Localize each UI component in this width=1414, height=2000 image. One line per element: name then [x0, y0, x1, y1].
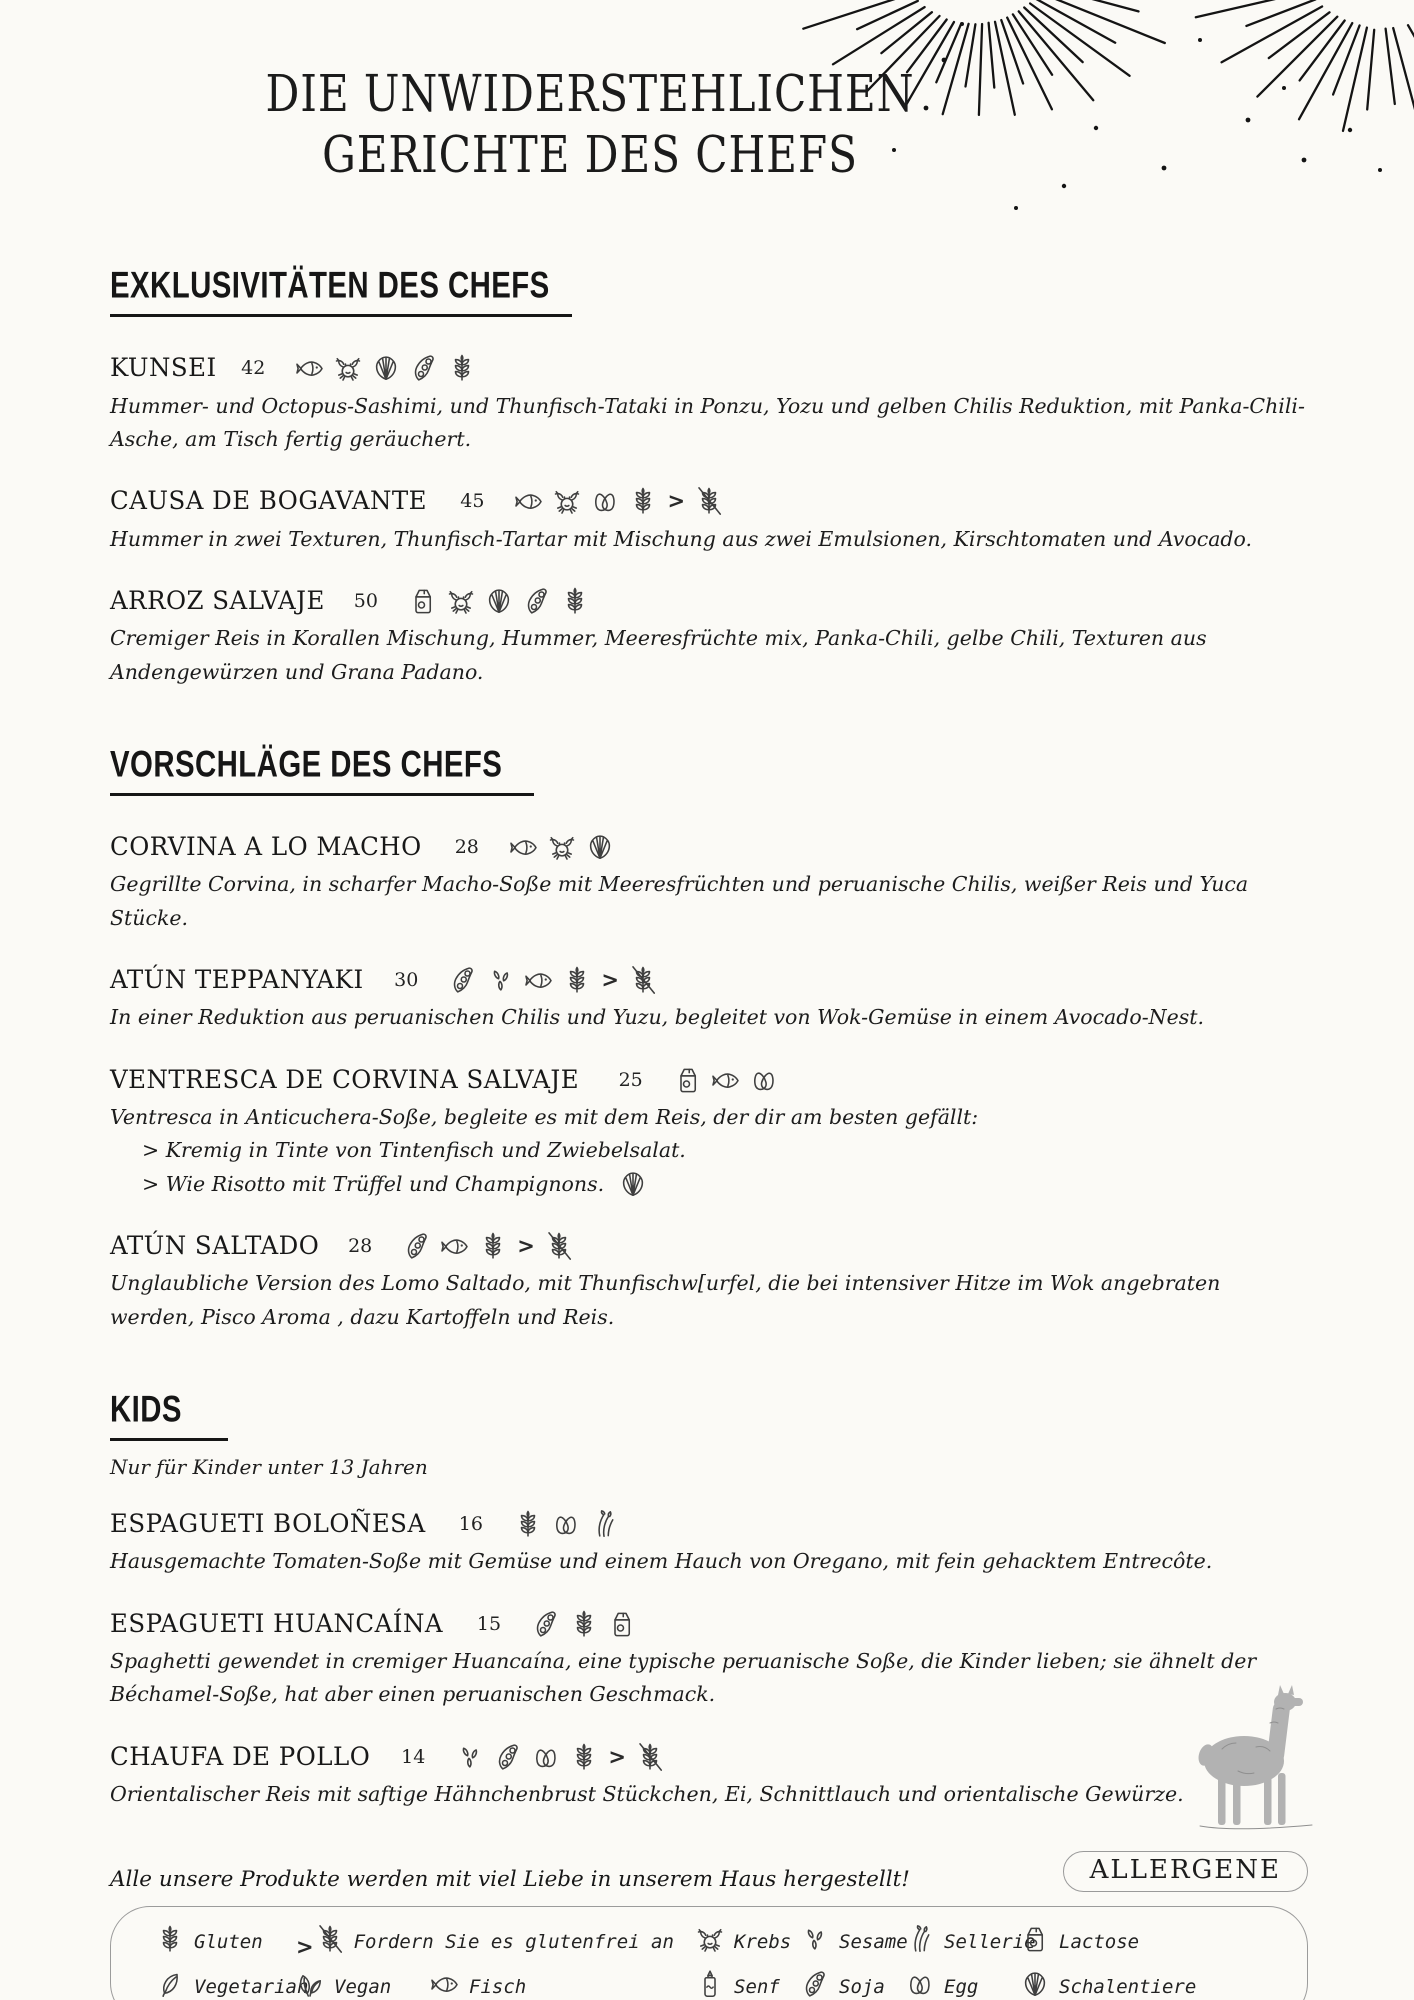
- gluten-free-request-arrow: >: [601, 968, 619, 993]
- dish-name: ARROZ SALVAJE: [110, 585, 325, 616]
- fish-icon: [295, 353, 325, 383]
- dish-allergen-icons: [514, 486, 724, 516]
- dish-price: 25: [618, 1068, 643, 1091]
- gluten-icon: [478, 1231, 508, 1261]
- dish-allergen-icons: [509, 832, 615, 862]
- shell-icon: [585, 832, 615, 862]
- section-heading: VORSCHLÄGE DES CHEFS: [110, 743, 503, 785]
- gluten-icon: [560, 586, 590, 616]
- dish-name: CAUSA DE BOGAVANTE: [110, 486, 428, 516]
- dish-description: Gegrillte Corvina, in scharfer Macho-Soße mit Meeresfrüchten und peruanische Chilis, weißer Reis und Yuca Stücke.: [110, 872, 1249, 930]
- gluten-free-request-arrow: >: [517, 1234, 535, 1259]
- gluten-free-icon: [544, 1231, 574, 1261]
- dish-description: Orientalischer Reis mit saftige Hähnchenbrust Stückchen, Ei, Schnittlauch und orientalische Gewürze.: [110, 1782, 1184, 1807]
- dish-description: Ventresca in Anticuchera-Soße, begleite es mit dem Reis, der dir am besten gefällt:: [110, 1105, 979, 1130]
- dish-name: ATÚN SALTADO: [110, 1230, 320, 1261]
- dish-price: 42: [241, 357, 266, 380]
- legend-label: Gluten: [194, 1930, 263, 1953]
- dish-name: ESPAGUETI HUANCAÍNA: [110, 1608, 444, 1639]
- legend-label: Lactose: [1059, 1930, 1140, 1953]
- dish-option: [142, 1168, 1308, 1201]
- gluten-free-request-arrow: >: [296, 1935, 314, 1960]
- crab-icon: [547, 832, 577, 862]
- dish-option: [142, 1134, 1308, 1167]
- dish-allergen-icons: [531, 1609, 637, 1639]
- section-underline: [110, 1438, 228, 1441]
- egg-icon: [905, 1969, 935, 1999]
- dish-allergen-icons: [402, 1231, 574, 1261]
- dish-price: 16: [458, 1513, 483, 1536]
- dish-allergen-icons: [295, 353, 477, 383]
- shell-icon: [484, 586, 514, 616]
- section-exklusivitaeten: [110, 266, 1308, 689]
- lactose-icon: [673, 1065, 703, 1095]
- dish-description: Hummer in zwei Texturen, Thunfisch-Tartar mit Mischung aus zwei Emulsionen, Kirschtomaten und Avocado.: [110, 526, 1253, 551]
- legend-item-vegan: [295, 1969, 430, 2000]
- fish-icon: [509, 832, 539, 862]
- fish-icon: [440, 1231, 470, 1261]
- soy-icon: [522, 586, 552, 616]
- vegan-icon: [295, 1969, 325, 1999]
- crab-icon: [695, 1924, 725, 1954]
- house-made-note: Alle unsere Produkte werden mit viel Liebe in unserem Haus hergestellt!: [110, 1867, 910, 1893]
- gluten-free-request-arrow: >: [667, 489, 686, 514]
- dish-description: Hummer- und Octopus-Sashimi, und Thunfisch-Tataki in Ponzu, Yozu und gelben Chilis Reduktion, mit Panka-Chili-Asche, am Tisch fertig geräuchert.: [110, 393, 1305, 451]
- legend-item-vegetarian: [155, 1969, 309, 2000]
- dish-causa-de-bogavante: [110, 486, 1308, 556]
- sesame-icon: [800, 1924, 830, 1954]
- legend-item-gluten: [155, 1924, 295, 1959]
- lactose-icon: [607, 1609, 637, 1639]
- dish-chaufa-de-pollo: [110, 1742, 1308, 1812]
- crab-icon: [552, 486, 582, 516]
- gluten-icon: [569, 1742, 599, 1772]
- gluten-free-icon: [635, 1742, 665, 1772]
- gluten-icon: [628, 486, 658, 516]
- legend-item-sellerie: [905, 1924, 1036, 1959]
- dish-price: 28: [454, 836, 479, 859]
- dish-price: 14: [401, 1745, 426, 1768]
- dish-price: 30: [394, 969, 419, 992]
- shell-icon: [1020, 1969, 1050, 1999]
- llama-illustration: [1182, 1682, 1322, 1834]
- section-underline: [110, 314, 572, 317]
- dish-allergen-icons: [455, 1742, 665, 1772]
- legend-item-lactose: [1020, 1924, 1283, 1959]
- dish-description: Spaghetti gewendet in cremiger Huancaína, eine typische peruanische Soße, die Kinder lieben; sie ähnelt der Béchamel-Soße, hat aber einen peruanischen Geschmack.: [110, 1649, 1257, 1707]
- dish-allergen-icons: [448, 965, 658, 995]
- egg-icon: [590, 486, 620, 516]
- dish-price: 28: [348, 1235, 373, 1258]
- dish-description: Hausgemachte Tomaten-Soße mit Gemüse und einem Hauch von Oregano, mit fein gehacktem Entrecôte.: [110, 1549, 1213, 1574]
- gluten-free-request-arrow: >: [608, 1744, 626, 1769]
- dish-option-icons: [618, 1169, 648, 1199]
- sesame-icon: [455, 1742, 485, 1772]
- legend-label: Vegetarian: [194, 1975, 309, 1998]
- legend-label: Sellerie: [944, 1930, 1036, 1953]
- legend-label: Sesame: [839, 1930, 908, 1953]
- section-heading: EXKLUSIVITÄTEN DES CHEFS: [110, 264, 550, 307]
- legend-label: Schalentiere: [1059, 1975, 1197, 1998]
- section-heading: KIDS: [110, 1388, 182, 1430]
- gluten-icon: [447, 353, 477, 383]
- dish-name: CHAUFA DE POLLO: [110, 1741, 371, 1772]
- dish-name: KUNSEI: [110, 353, 217, 383]
- dish-arroz-salvaje: [110, 586, 1308, 689]
- mustard-icon: [695, 1969, 725, 1999]
- fish-icon: [430, 1969, 460, 1999]
- legend-label: Senf: [734, 1975, 780, 1998]
- dish-kunsei: [110, 353, 1308, 456]
- dish-name: ESPAGUETI BOLOÑESA: [110, 1508, 426, 1539]
- sesame-icon: [486, 965, 516, 995]
- page-title-line1: DIE UNWIDERSTEHLICHEN: [265, 65, 915, 124]
- legend-label: Fisch: [469, 1975, 527, 1998]
- fish-icon: [711, 1065, 741, 1095]
- fish-icon: [524, 965, 554, 995]
- legend-label: Egg: [944, 1975, 979, 1998]
- lactose-icon: [1020, 1924, 1050, 1954]
- legend-item-fisch: [430, 1969, 695, 2000]
- leaf-icon: [155, 1969, 185, 1999]
- dish-price: 45: [460, 490, 485, 513]
- dish-espagueti-huancaina: [110, 1609, 1308, 1712]
- dish-price: 50: [353, 590, 378, 613]
- egg-icon: [749, 1065, 779, 1095]
- page-title-line2: GERICHTE DES CHEFS: [322, 125, 858, 185]
- dish-allergen-icons: [513, 1509, 619, 1539]
- crab-icon: [446, 586, 476, 616]
- egg-icon: [551, 1509, 581, 1539]
- soy-icon: [402, 1231, 432, 1261]
- dish-name: ATÚN TEPPANYAKI: [110, 964, 364, 995]
- soy-icon: [448, 965, 478, 995]
- dish-option-text: > Wie Risotto mit Trüffel und Champignons.: [142, 1171, 605, 1196]
- kids-age-note: Nur für Kinder unter 13 Jahren: [110, 1454, 428, 1479]
- legend-item-schalentiere: [1020, 1969, 1283, 2000]
- dish-price: 15: [476, 1612, 502, 1635]
- celery-icon: [905, 1924, 935, 1954]
- fish-icon: [514, 486, 544, 516]
- dish-corvina-a-lo-macho: [110, 832, 1308, 935]
- allergen-legend: [110, 1906, 1308, 2000]
- soy-icon: [800, 1969, 830, 1999]
- gluten-icon: [513, 1509, 543, 1539]
- dish-atun-saltado: [110, 1231, 1308, 1334]
- dish-name: CORVINA A LO MACHO: [110, 831, 422, 862]
- gluten-icon: [562, 965, 592, 995]
- egg-icon: [531, 1742, 561, 1772]
- section-underline: [110, 793, 534, 796]
- dish-option-text: > Kremig in Tinte von Tintenfisch und Zwiebelsalat.: [142, 1138, 686, 1163]
- dish-description: Cremiger Reis in Korallen Mischung, Hummer, Meeresfrüchte mix, Panka-Chili, gelbe Chili, Texturen aus Andengewürzen und Grana Padano.: [110, 626, 1207, 684]
- legend-item-sesame: [800, 1924, 908, 1959]
- dish-atun-teppanyaki: [110, 965, 1308, 1035]
- gluten-free-icon: [694, 486, 724, 516]
- crab-icon: [333, 353, 363, 383]
- dish-allergen-icons: [673, 1065, 779, 1095]
- gluten-icon: [569, 1609, 599, 1639]
- legend-label: Krebs: [734, 1930, 792, 1953]
- legend-label: Vegan: [334, 1975, 392, 1998]
- dish-description: Unglaubliche Version des Lomo Saltado, mit Thunfischw[urfel, die bei intensiver Hitze im Wok angebraten werden, Pisco Aroma , dazu Kartoffeln und Reis.: [110, 1271, 1221, 1329]
- dish-espagueti-bolonesa: [110, 1509, 1308, 1579]
- gluten-free-icon: [628, 965, 658, 995]
- legend-label: Fordern Sie es glutenfrei an: [353, 1930, 674, 1953]
- soy-icon: [409, 353, 439, 383]
- legend-item-egg: [905, 1969, 1020, 2000]
- dish-name: VENTRESCA DE CORVINA SALVAJE: [110, 1064, 580, 1095]
- page-title: [220, 64, 959, 186]
- legend-item-soja: [800, 1969, 905, 2000]
- legend-label: Soja: [839, 1975, 885, 1998]
- soy-icon: [493, 1742, 523, 1772]
- shell-icon: [618, 1169, 648, 1199]
- soy-icon: [531, 1609, 561, 1639]
- section-kids: [110, 1390, 1308, 1812]
- legend-item-krebs: [695, 1924, 800, 1959]
- gluten-free-icon: [315, 1924, 345, 1954]
- shell-icon: [371, 353, 401, 383]
- celery-icon: [589, 1509, 619, 1539]
- section-vorschlaege: [110, 745, 1308, 1334]
- legend-item-glutenfree-request: [295, 1924, 695, 1959]
- legend-item-senf: [695, 1969, 800, 2000]
- lactose-icon: [408, 586, 438, 616]
- dish-ventresca-de-corvina-salvaje: [110, 1065, 1308, 1201]
- dish-allergen-icons: [408, 586, 590, 616]
- gluten-icon: [155, 1924, 185, 1954]
- allergene-badge: ALLERGENE: [1063, 1851, 1308, 1892]
- dish-description: In einer Reduktion aus peruanischen Chilis und Yuzu, begleitet von Wok-Gemüse in einem Avocado-Nest.: [110, 1005, 1205, 1030]
